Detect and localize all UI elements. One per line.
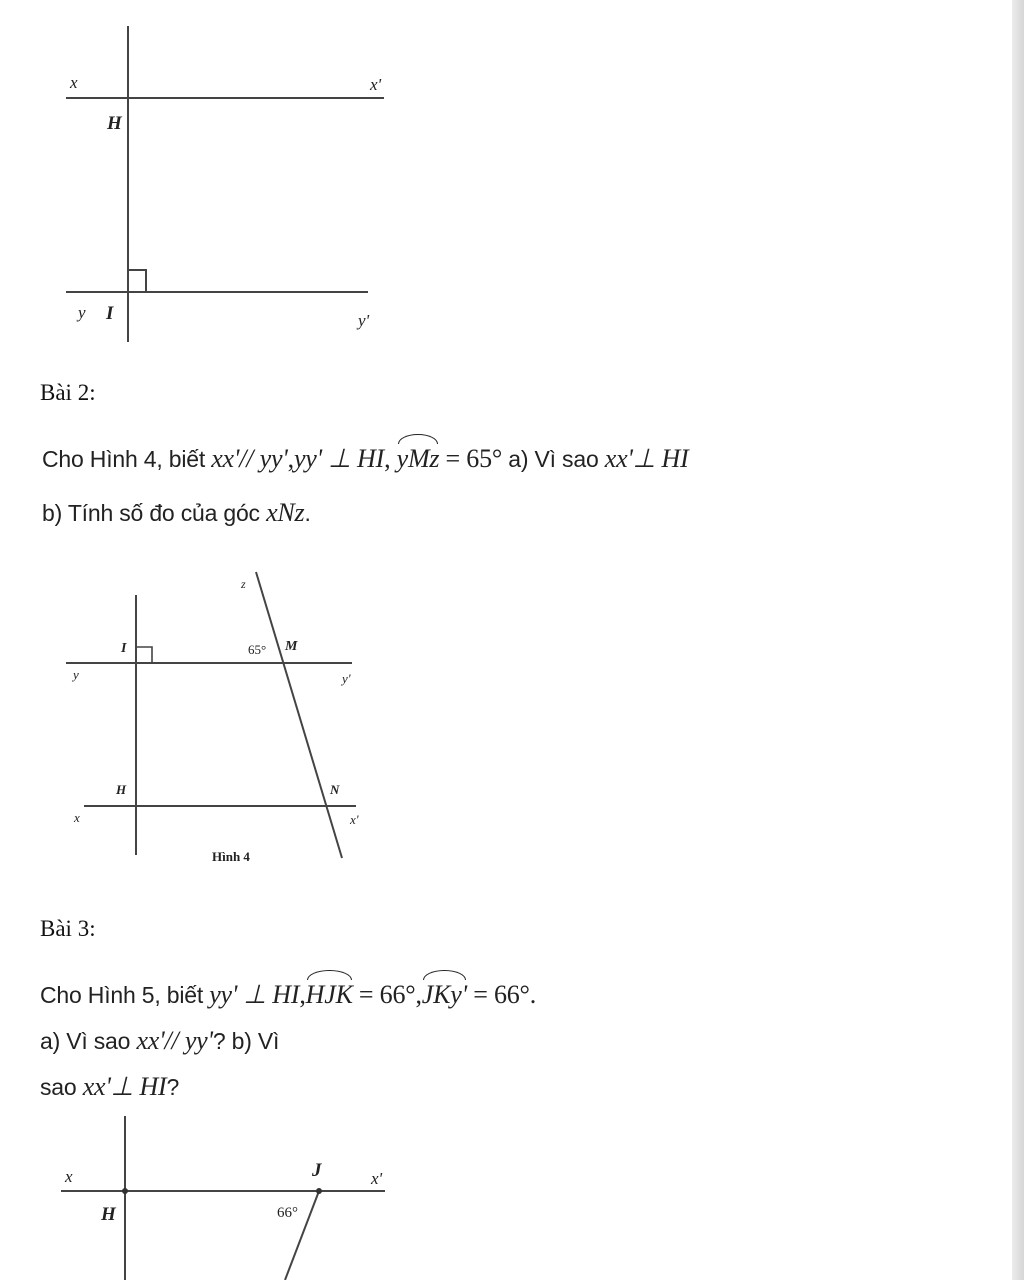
page-edge-shadow bbox=[1012, 0, 1024, 1280]
bai3-cond1: yy' ⊥ HI bbox=[209, 980, 300, 1009]
bai3-intro: Cho Hình 5, biết bbox=[40, 982, 204, 1008]
label-y: y bbox=[73, 667, 79, 682]
bai3-angle-HJK: HJK bbox=[306, 976, 353, 1010]
label-H: H bbox=[116, 782, 127, 797]
label-H: H bbox=[107, 113, 122, 134]
label-angle-66: 66° bbox=[277, 1205, 298, 1221]
bai3-tail: ? b) Vì bbox=[212, 1028, 280, 1054]
bai2-heading: Bài 2: bbox=[40, 380, 96, 405]
bai3-prefix: sao bbox=[40, 1074, 77, 1100]
bai2-cond2: yy' ⊥ HI bbox=[293, 444, 385, 473]
bai3-eq2: = 66°. bbox=[473, 980, 537, 1009]
label-x-prime: x' bbox=[371, 1169, 383, 1188]
bai3-goal: xx'⊥ HI bbox=[82, 1072, 167, 1101]
right-angle-mark bbox=[128, 270, 146, 292]
figure-3-hinh-5 bbox=[55, 1110, 400, 1280]
bai2-angle-eq: = 65° bbox=[445, 444, 503, 473]
bai2-line2 bbox=[42, 498, 311, 528]
figure-1 bbox=[60, 20, 400, 350]
bai3-cond: xx'// yy' bbox=[136, 1026, 213, 1055]
bai3-line2 bbox=[40, 1026, 279, 1056]
label-J: J bbox=[312, 1160, 322, 1181]
label-x: x bbox=[70, 73, 78, 92]
label-x-prime: x' bbox=[350, 812, 359, 827]
label-M: M bbox=[285, 639, 298, 654]
bai2-part-a: a) Vì sao bbox=[508, 446, 599, 472]
bai3-line1 bbox=[40, 976, 536, 1010]
bai3-sep1: , bbox=[299, 980, 306, 1009]
label-y-prime: y' bbox=[358, 311, 370, 330]
label-z: z bbox=[241, 577, 246, 591]
bai3-sep2: , bbox=[415, 980, 422, 1009]
label-y-prime: y' bbox=[342, 671, 351, 686]
bai2-sep2: , bbox=[384, 444, 391, 473]
bai2-angle-yMz: yMz bbox=[397, 440, 440, 474]
label-x: x bbox=[65, 1167, 73, 1186]
bai2-sep1: , bbox=[287, 444, 294, 473]
bai2-intro: Cho Hình 4, biết bbox=[42, 446, 206, 472]
figure-2-hinh-4 bbox=[60, 570, 370, 870]
line-zMN bbox=[256, 572, 342, 858]
bai3-eq1: = 66° bbox=[358, 980, 416, 1009]
label-x: x bbox=[74, 810, 80, 825]
bai2-angle-xNz: xNz bbox=[266, 498, 305, 527]
label-I: I bbox=[121, 641, 127, 656]
bai2-part-b: b) Tính số đo của góc bbox=[42, 500, 260, 526]
label-x-prime: x' bbox=[370, 75, 382, 94]
label-y: y bbox=[78, 303, 86, 322]
bai3-line3 bbox=[40, 1072, 179, 1102]
bai2-line1 bbox=[42, 440, 689, 474]
point-J bbox=[316, 1188, 322, 1194]
bai3-part-a: a) Vì sao bbox=[40, 1028, 131, 1054]
bai3-heading: Bài 3: bbox=[40, 916, 96, 941]
label-N: N bbox=[330, 782, 340, 797]
figure-caption: Hình 4 bbox=[212, 849, 250, 864]
bai2-end: . bbox=[304, 500, 311, 526]
label-H: H bbox=[101, 1204, 116, 1225]
right-angle-mark bbox=[136, 647, 152, 663]
label-angle-65: 65° bbox=[248, 642, 267, 657]
bai3-end: ? bbox=[166, 1074, 180, 1100]
label-I: I bbox=[106, 303, 114, 324]
point-H bbox=[122, 1188, 128, 1194]
bai3-angle-JKy: JKy' bbox=[422, 976, 467, 1010]
bai2-cond1: xx'// yy' bbox=[211, 444, 288, 473]
bai2-goal-a: xx'⊥ HI bbox=[604, 444, 689, 473]
